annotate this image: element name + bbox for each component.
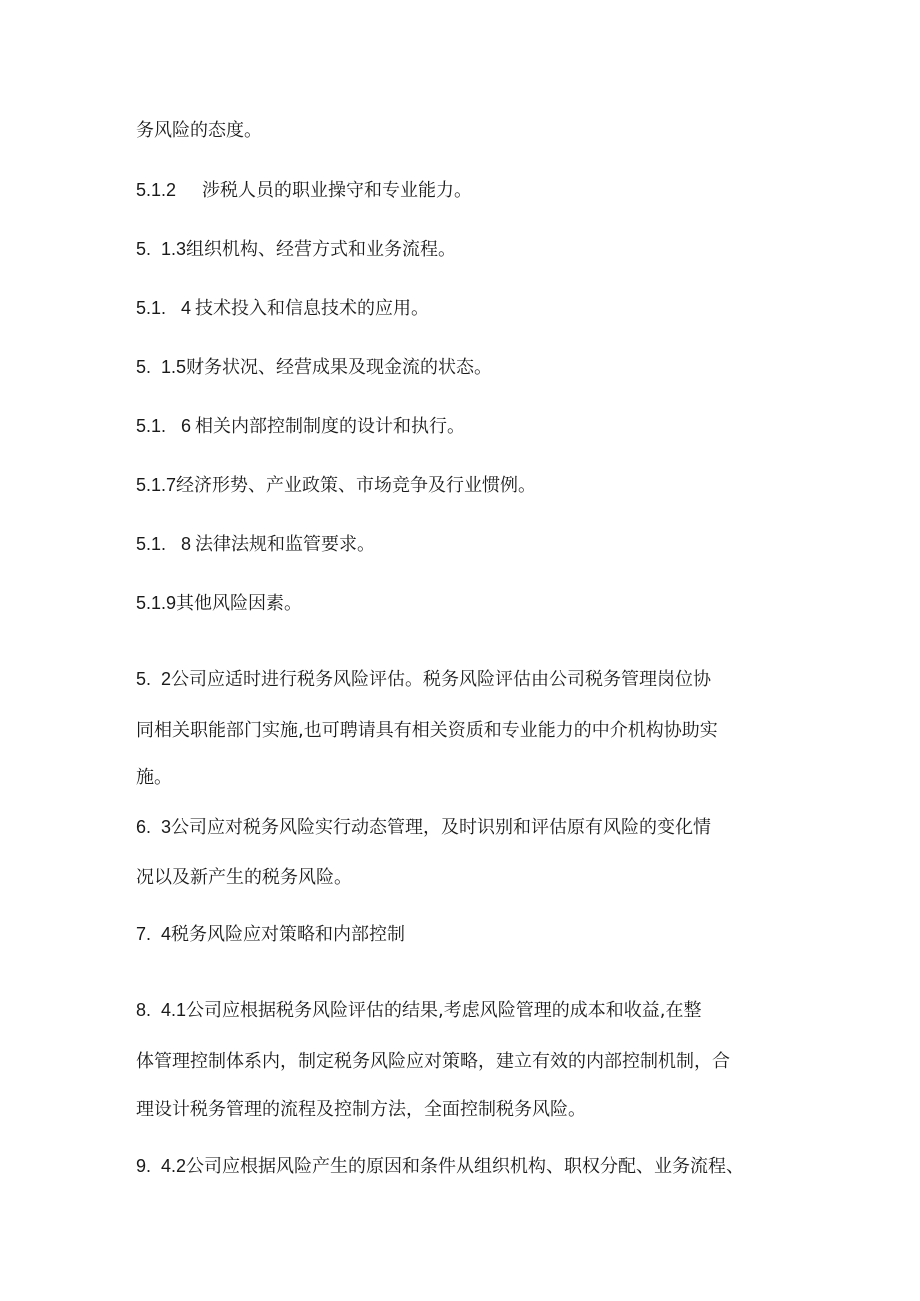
text: 施。 <box>136 767 172 788</box>
item-number: 5.1. 4 <box>136 298 192 318</box>
item-text: 技术投入和信息技术的应用。 <box>195 298 430 319</box>
item-text: 法律法规和监管要求。 <box>195 534 376 555</box>
item-text: 公司应根据税务风险评估的结果,考虑风险管理的成本和收益,在整 <box>186 1000 702 1021</box>
paragraph-line <box>136 866 796 890</box>
item-number: 6. 3 <box>136 817 172 837</box>
item-number: 5.1.9 <box>136 593 177 613</box>
item-text: 税务风险应对策略和内部控制 <box>171 924 406 945</box>
paragraph-line <box>136 1098 796 1122</box>
section-heading-7-4 <box>136 922 796 947</box>
item-text: 公司应对税务风险实行动态管理，及时识别和评估原有风险的变化情 <box>171 817 712 838</box>
item-number: 5. 1.5 <box>136 357 187 377</box>
text: 理设计税务管理的流程及控制方法，全面控制税务风险。 <box>136 1099 586 1120</box>
item-text: 财务状况、经营成果及现金流的状态。 <box>186 357 493 378</box>
text: 体管理控制体系内，制定税务风险应对策略，建立有效的内部控制机制，合 <box>136 1051 730 1072</box>
paragraph-6-3 <box>136 815 796 840</box>
item-number: 5. 2 <box>136 669 172 689</box>
item-text: 其他风险因素。 <box>176 593 303 614</box>
item-number: 5.1.2 <box>136 180 177 200</box>
list-item-5-1-8 <box>136 532 796 557</box>
item-number: 5.1. 8 <box>136 534 192 554</box>
list-item-5-1-2 <box>136 178 796 203</box>
item-number: 5. 1.3 <box>136 239 187 259</box>
list-item-5-1-7 <box>136 473 796 498</box>
item-text: 公司应根据风险产生的原因和条件从组织机构、职权分配、业务流程、 <box>186 1156 745 1177</box>
item-text: 经济形势、产业政策、市场竞争及行业惯例。 <box>176 475 537 496</box>
paragraph-line <box>136 719 796 743</box>
text: 务风险的态度。 <box>136 120 262 141</box>
item-text: 相关内部控制制度的设计和执行。 <box>195 416 466 437</box>
item-number: 7. 4 <box>136 924 172 944</box>
item-number: 5.1. 6 <box>136 416 192 436</box>
list-item-5-1-9 <box>136 591 796 616</box>
list-item-5-1-6 <box>136 414 796 439</box>
item-number: 5.1.7 <box>136 475 177 495</box>
item-text: 组织机构、经营方式和业务流程。 <box>186 239 457 260</box>
list-item-5-1-3 <box>136 237 796 262</box>
paragraph-line <box>136 119 796 143</box>
list-item-5-1-4 <box>136 296 796 321</box>
item-text: 涉税人员的职业操守和专业能力。 <box>202 180 473 201</box>
text: 同相关职能部门实施,也可聘请具有相关资质和专业能力的中介机构协助实 <box>136 720 718 741</box>
item-number: 8. 4.1 <box>136 1000 187 1020</box>
list-item-5-1-5 <box>136 355 796 380</box>
paragraph-5-2 <box>136 667 796 692</box>
item-text: 公司应适时进行税务风险评估。税务风险评估由公司税务管理岗位协 <box>171 669 712 690</box>
paragraph-line <box>136 1050 796 1074</box>
text: 况以及新产生的税务风险。 <box>136 867 352 888</box>
paragraph-8-4-1 <box>136 998 796 1023</box>
item-number: 9. 4.2 <box>136 1156 187 1176</box>
paragraph-line <box>136 766 796 790</box>
paragraph-9-4-2 <box>136 1154 796 1179</box>
